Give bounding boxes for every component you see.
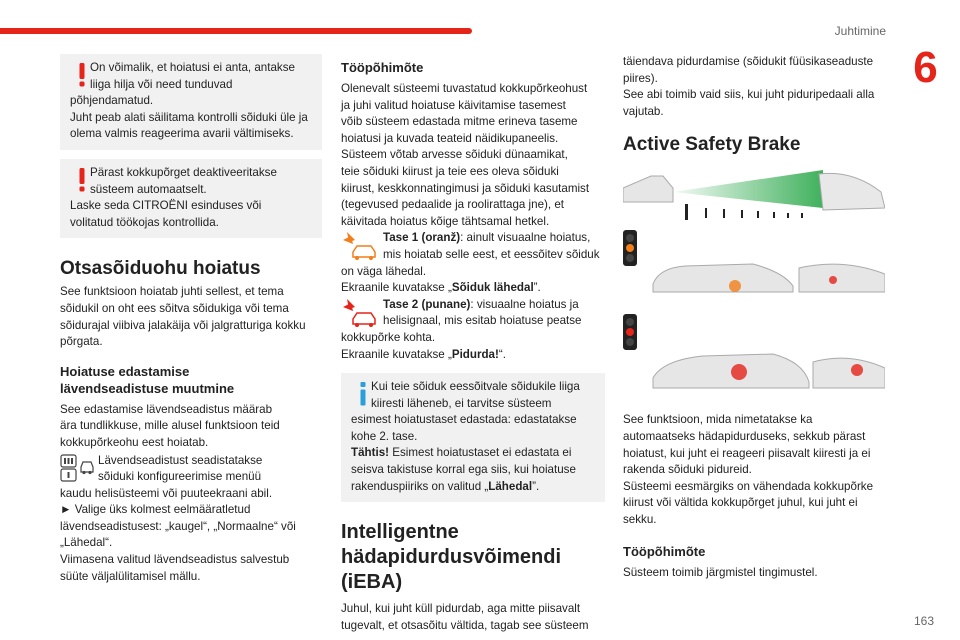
warning-box (60, 54, 322, 150)
threshold-settings-icon (60, 453, 77, 483)
body-text: täiendava pidurdamise (sõidukit füüsikaseaduste (623, 55, 874, 68)
body-text: piires). (623, 71, 658, 85)
info-text: seisva takistuse korral ega siis, kui hoiatuse (351, 463, 576, 477)
body-text: (tegevused pedaalide ja roolirattaga jne), et (341, 198, 565, 212)
heading-line: (iEBA) (341, 571, 403, 594)
body-text: See edastamise lävendseadistus määrab (60, 402, 273, 416)
column-3 (623, 54, 887, 581)
body-text: teie sõiduki kiirust ja teie ees oleva sõiduki (341, 164, 559, 178)
info-emphasis: Lähedal (488, 479, 533, 493)
warning-text: süsteem automaatselt. (90, 182, 207, 196)
body-text: põrgata. (60, 335, 103, 349)
level2-illustration (623, 312, 885, 400)
info-emphasis: Tähtis! (351, 446, 390, 460)
body-text: tugevalt, et otsasõitu vältida, tagab see süsteem (341, 618, 589, 632)
body-text: kaudu helisüsteemi või puuteekraani abil. (60, 486, 273, 500)
radar-detection-illustration (623, 166, 885, 224)
body-text: sekku. (623, 512, 657, 526)
body-text: Süsteemi eesmärgiks on vähendada kokkupõrke (623, 479, 874, 493)
body-text: ja juhi valitud hoiatuse käivitamise tasemest (341, 98, 566, 112)
warning-text: Laske seda CITROËNI esinduses või (70, 199, 262, 213)
body-text: Ekraanile kuvatakse „ (341, 281, 452, 295)
level1-illustration (623, 228, 885, 306)
column-2 (341, 54, 605, 634)
warning-text: On võimalik, et hoiatusi ei anta, antakse (90, 61, 295, 74)
warning-text: liiga hilja või need tunduvad (90, 77, 233, 91)
body-text: ”. (533, 281, 541, 295)
info-text: Kui teie sõiduk eessõitvale sõidukile liiga (371, 380, 580, 394)
body-text: vajutab. (623, 104, 664, 118)
level2-collision-icon (341, 297, 379, 330)
body-text: Ekraanile kuvatakse „ (341, 347, 452, 361)
warning-exclamation-icon (73, 62, 91, 88)
body-text: Viimasena valitud lävendseadistus salvestub (60, 553, 290, 567)
subsection-heading: Tööpõhimõte (341, 60, 424, 75)
chapter-number: 6 (913, 43, 938, 92)
info-text: Esimest hoiatustaset ei edastata ei (389, 446, 572, 460)
section-heading (341, 520, 605, 595)
body-text: käivitada hoiatus kõige tähtsamal hetkel. (341, 214, 550, 228)
subsection-heading: Tööpõhimõte (623, 543, 706, 559)
heading-line: Intelligentne (341, 521, 459, 544)
warning-text: Pärast kokkupõrget deaktiveeritakse (90, 165, 277, 179)
body-text: Süsteem toimib järgmistel tingimustel. (623, 565, 818, 579)
body-text: : visuaalne hoiatus ja (470, 297, 579, 311)
info-text: kiiresti läheneb, ei tarvitse süsteem (371, 396, 552, 410)
body-text: See funktsioon, mida nimetatakse ka (623, 413, 813, 427)
body-text: võib süsteem edastada mitme erineva taseme (341, 115, 578, 129)
info-icon (354, 381, 372, 407)
body-text: ► Valige üks kolmest eelmääratletud (60, 503, 251, 517)
section-heading: Otsasõiduohu hoiatus (60, 258, 261, 280)
body-text: Olenevalt süsteemi tuvastatud kokkupõrkeohust (341, 82, 588, 95)
display-message: Pidurda! (451, 347, 499, 361)
body-text: sõiduki konfigureerimise menüü (98, 470, 262, 484)
car-outline-icon (79, 453, 95, 483)
body-text: kiirust või vältida kokkupõrget juhul, kui juht ei (623, 496, 858, 510)
warning-text: põhjendamatud. (70, 94, 154, 108)
info-text: esimest hoiatustaset edastada: edastatakse (351, 413, 577, 427)
body-text: See funktsioon hoiatab juhti sellest, et tema (60, 285, 284, 299)
header-accent-bar (0, 28, 472, 34)
level2-label: Tase 2 (punane) (383, 297, 471, 311)
column-1 (60, 54, 322, 585)
warning-text: Juht peab alati säilitama kontrolli sõiduki üle ja (70, 110, 308, 124)
subsection-heading (60, 363, 322, 397)
body-text: “. (498, 347, 506, 361)
heading-line: lävendseadistuse muutmine (60, 380, 235, 396)
warning-exclamation-icon (73, 167, 91, 193)
body-text: ära tundlikkuse, mille alusel funktsioon teid (60, 419, 280, 433)
body-text: helisignaal, mis esitab hoiatuse peatse (383, 314, 582, 328)
body-text: : ainult visuaalne hoiatus, (460, 231, 591, 245)
body-text: Lävendseadistust seadistatakse (98, 453, 263, 467)
section-heading: Active Safety Brake (623, 134, 801, 156)
body-text: Juhul, kui juht küll pidurdab, aga mitte piisavalt (341, 602, 581, 616)
body-text: sõidukil on oht ees sõitva sõidukiga või tema (60, 301, 289, 315)
warning-text: volitatud töökojas kontrollida. (70, 215, 219, 229)
body-text: kiirust, keskkonnatingimusi ja sõiduki kasutamist (341, 181, 590, 195)
body-text: hoiatust, kui juht ei reageeri piisavalt kiiresti ja ei (623, 446, 871, 460)
level1-label: Tase 1 (oranž) (383, 231, 461, 245)
body-text: „Lähedal“. (60, 536, 113, 550)
body-text: on väga lähedal. (341, 264, 427, 278)
body-text: See abi toimib vaid siis, kui juht piduripedaali alla (623, 88, 875, 102)
body-text: lävendseadistusest: „kaugel“, „Normaalne“ või (60, 519, 296, 533)
page-number: 163 (913, 614, 934, 628)
heading-line: hädapidurdusvõimendi (341, 546, 562, 569)
body-text: mis hoiatab selle eest, et eessõitev sõiduk (383, 247, 600, 261)
threshold-icons (60, 453, 95, 483)
body-text: automaatseks hädapidurduseks, sekkub pärast (623, 429, 866, 443)
section-title: Juhtimine (834, 24, 886, 38)
info-text: kohe 2. tase. (351, 429, 418, 443)
body-text: süüte väljalülitamisel mällu. (60, 569, 201, 583)
info-box (341, 373, 605, 502)
body-text: rakenda sõiduki pidureid. (623, 463, 752, 477)
body-text: Süsteem võtab arvesse sõiduki dünaamikat, (341, 148, 568, 162)
info-text: ”. (532, 479, 540, 493)
body-text: kokkupõrkeohu eest hoiatab. (60, 435, 209, 449)
warning-text: olema valmis reageerima avarii vältimiseks. (70, 127, 294, 141)
body-text: kokkupõrke kohta. (341, 330, 436, 344)
display-message: Sõiduk lähedal (451, 281, 534, 295)
level1-collision-icon (341, 230, 379, 263)
body-text: hoiatusi ja kuvada teateid näidikupaneelis. (341, 131, 559, 145)
info-text: rakenduspiiriks on valitud „ (351, 479, 489, 493)
warning-box (60, 159, 322, 238)
body-text: sõidurajal viibiva jalakäija või jalgratturiga kokku (60, 318, 306, 332)
heading-line: Hoiatuse edastamise (60, 363, 190, 379)
